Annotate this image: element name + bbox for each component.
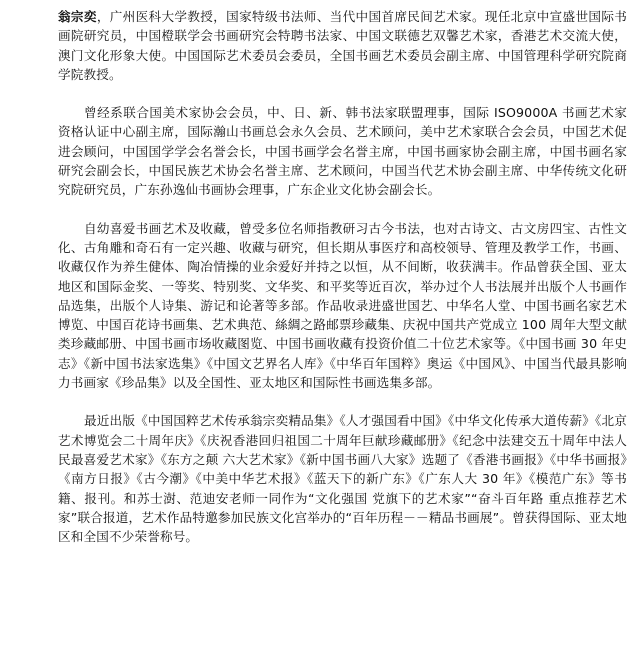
intro-paragraph [58,7,627,84]
artist-name: 翁宗奕 [58,9,97,24]
publications-paragraph: 最近出版《中国国粹艺术传承翁宗奕精品集》《人才强国看中国》《中华文化传承大道传薪》《北京艺术博览会二十周年庆》《庆祝香港回归祖国二十周年巨献珍藏邮册》《纪念中法建交五十周年中法人民最喜爱艺术家》《东方之颠 六大艺术家》《新中国书画八大家》选题了《香港书画报》《中华书画报》《南方日报》《古今潮》《中美中华艺术报》《蓝天下的新广东》《广东人大 30 年》《模范广东》等书籍、报刊。和苏士澍、范迪安老师一同作为“文化强国 党旗下的艺术家”“奋斗百年路 重点推荐艺术家”联合报道，艺术作品特邀参加民族文化宫举办的“百年历程－－精品书画展”。曾获得国际、亚太地区和全国不少荣誉称号。 [58,413,627,545]
memberships-paragraph: 曾经系联合国美术家协会会员，中、日、新、韩书法家联盟理事，国际 ISO9000A 书画艺术家资格认证中心副主席，国际瀚山书画总会永久会员、艺术顾问，美中艺术家联合会会员，中国艺术促进会顾问，中国国学学会名誉会长，中国书画学会名誉主席，中国书画家协会副主席，中国书画名家研究会副会长，中国民族艺术协会名誉主席、艺术顾问，中国当代艺术协会副主席、中华传统文化研究院研究员，广东孙逸仙书画协会理事，广东企业文化协会副会长。 [58,105,627,198]
intro-text: ，广州医科大学教授，国家特级书法师、当代中国首席民间艺术家。现任北京中宣盛世国际书画院研究员，中国橙联学会书画研究会特聘书法家、中国文联德艺双馨艺术家，香港艺术交流大使，澳门文化形象大使。中国国际艺术委员会委员，全国书画艺术委员会副主席、中国管理科学研究院商学院教授。 [58,9,627,82]
collection-paragraph: 自幼喜爱书画艺术及收藏，曾受多位名师指教研习古今书法，也对古诗文、古文房四宝、古性文化、古角雕和奇石有一定兴趣、收藏与研究，但长期从事医疗和高校领导、管理及教学工作，书画、收藏仅作为养生健体、陶冶情操的业余爱好并持之以恒，从不间断，收获满丰。作品曾获全国、亚太地区和国际金奖、一等奖、特别奖、文华奖、和平奖等近百次，举办过个人书法展并出版个人书画作品选集，出版个人诗集、游记和论著等多部。作品收录进盛世国艺、中华名人堂、中国书画名家艺术博览、中国百花诗书画集、艺术典范、絲綢之路邮票珍藏集、庆祝中国共产党成立 100 周年大型文献类珍藏邮册、中国书画市场收藏图览、中国书画收藏有投资价值二十位艺术家等。《中国书画 30 年史志》《新中国书法家选集》《中国文艺界名人库》《中华百年国粹》奥运《中国风》、中国当代最具影响力书画家《珍品集》以及全国性、亚太地区和国际性书画选集多部。 [58,220,627,391]
